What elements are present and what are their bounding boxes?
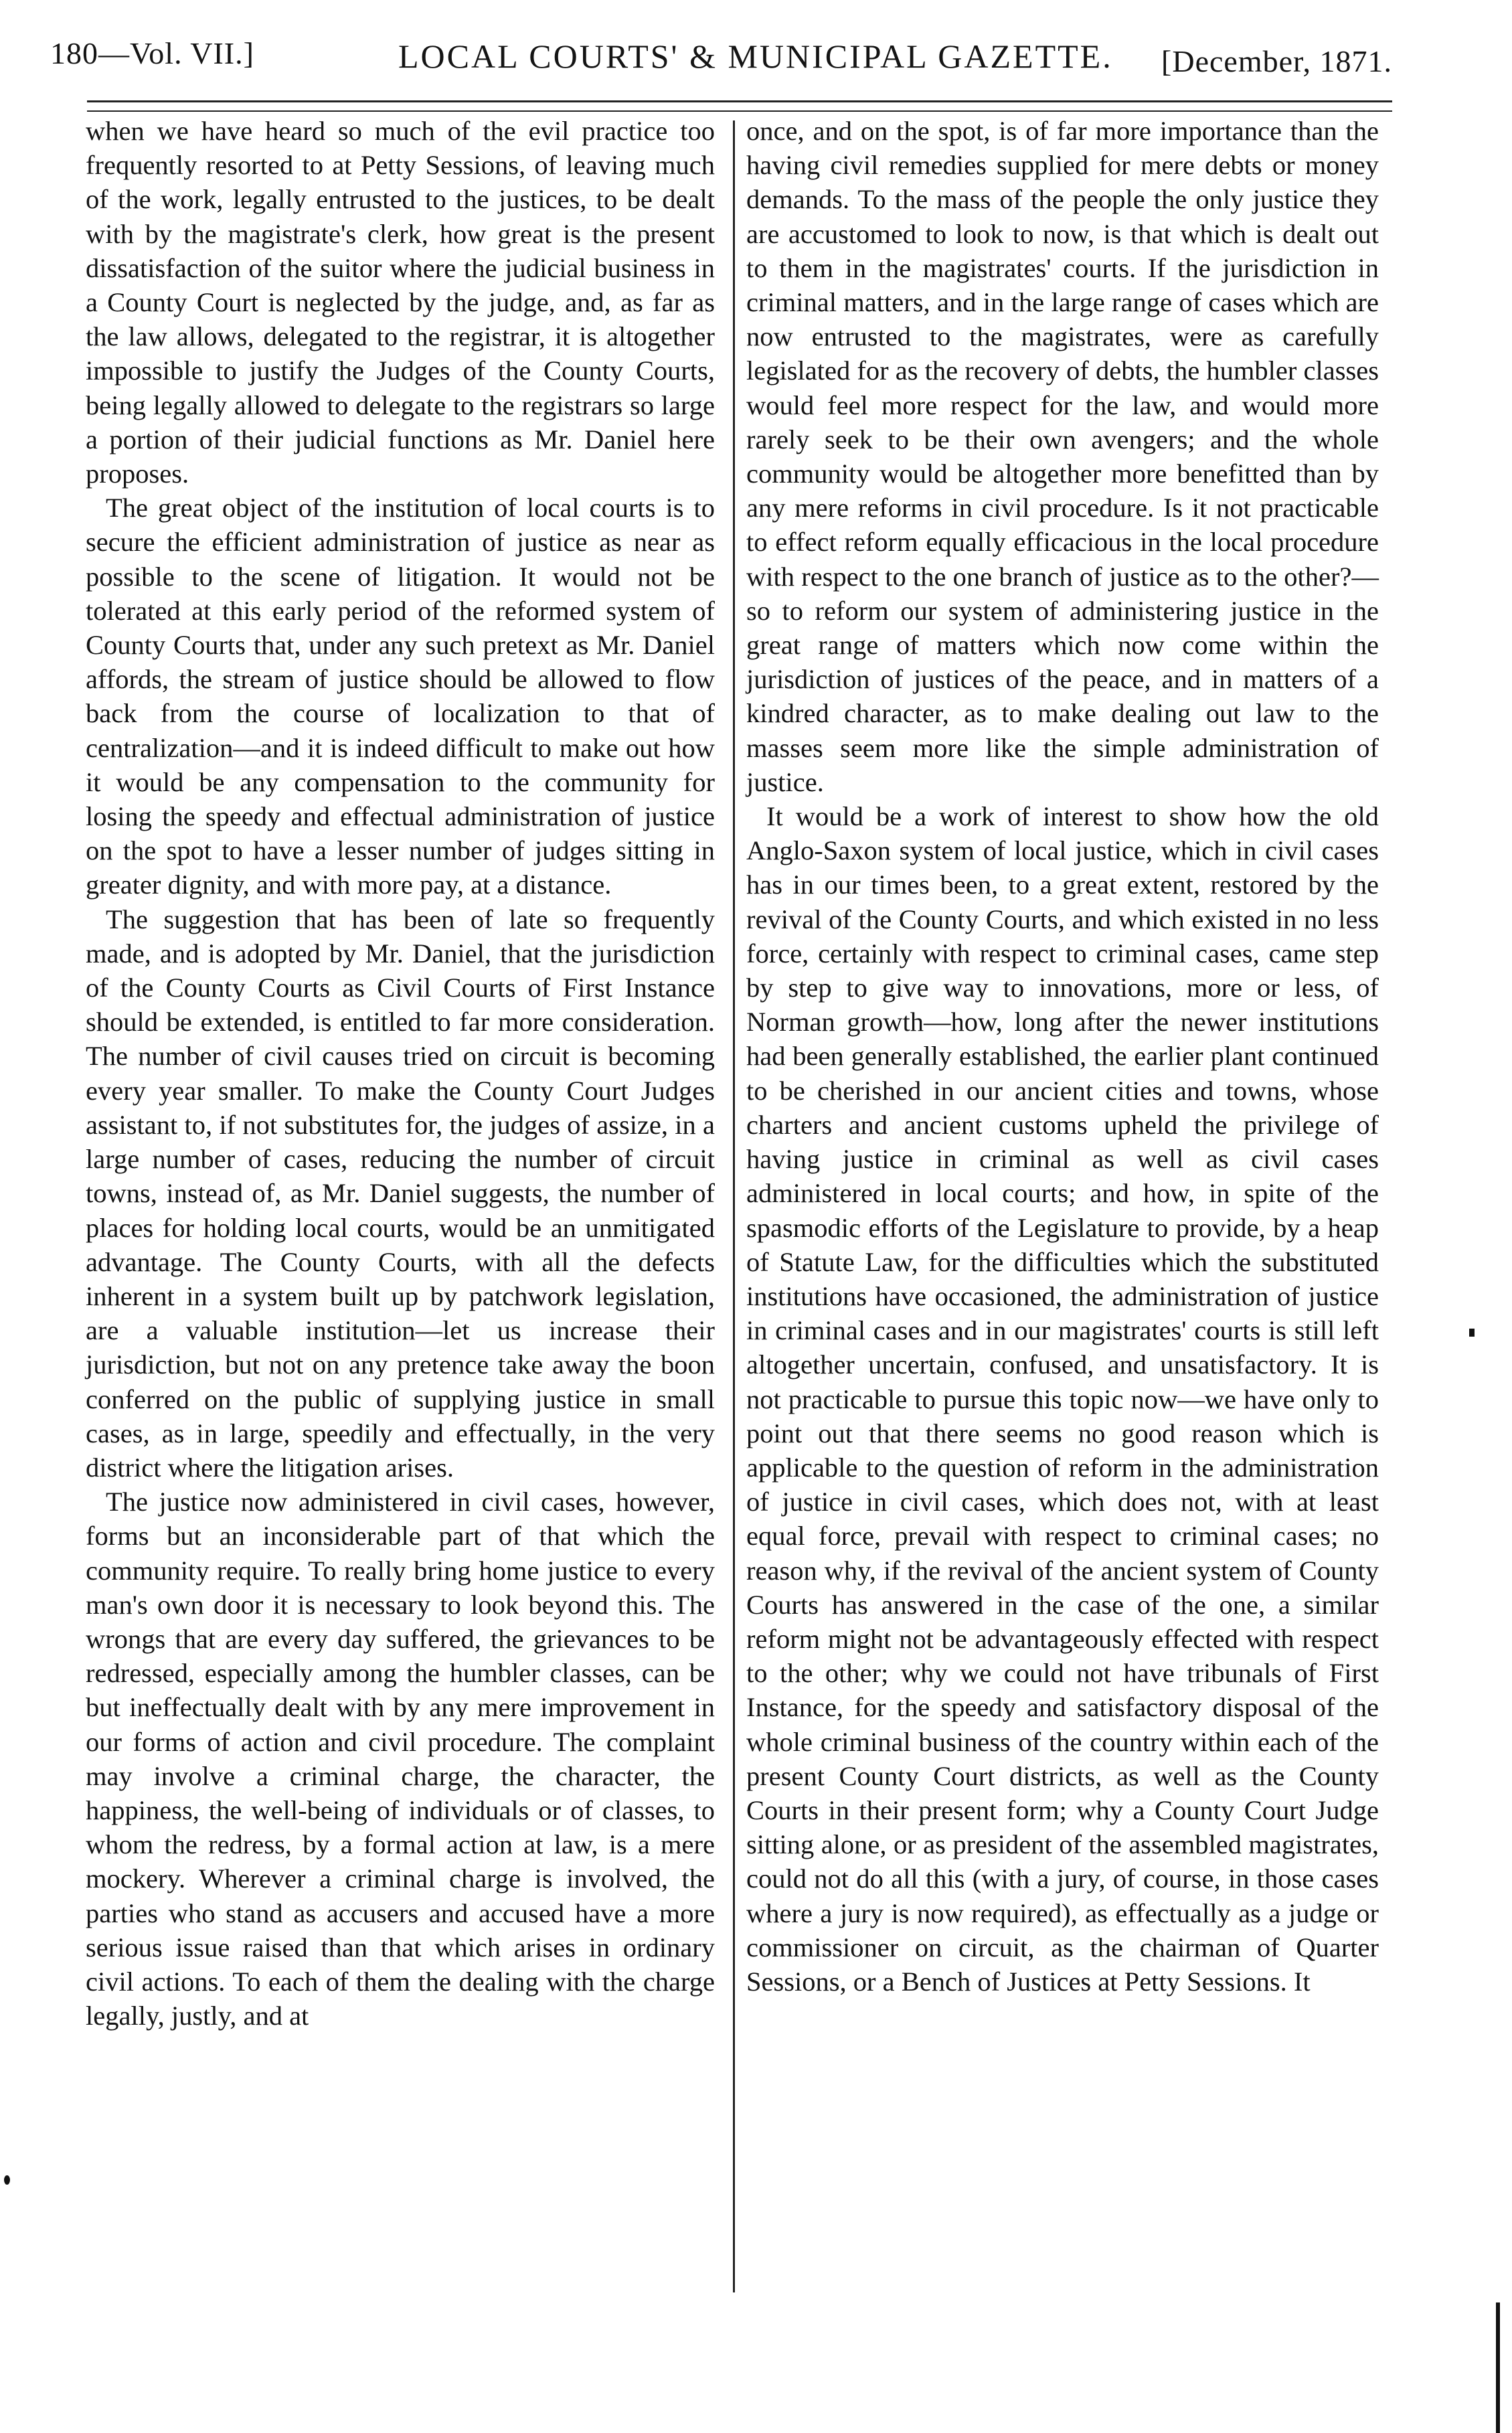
header-rule-thin <box>87 110 1392 112</box>
scan-mark-right <box>1469 1329 1475 1337</box>
page-volume-label: 180—Vol. VII.] <box>50 36 254 70</box>
left-paragraph-1: when we have heard so much of the evil practice too frequently resorted to at Petty Sessions, of leaving much of the work, legally entrusted to the justices, to be dealt with by the magistrate's clerk, how great is the present dissatisfaction of the suitor where the judicial business in a County Court is neglected by the judge, and, as far as the law allows, delegated to the registrar, it is altogether impossible to justify the Judges of the County Courts, being legally allowed to delegate to the registrars so large a portion of their judicial functions as Mr. Daniel here proposes. <box>86 116 715 489</box>
right-paragraph-2: It would be a work of interest to show how the old Anglo-Saxon system of local justice, which in civil cases has in our times been, to a great extent, restored by the revival of the County Courts, and which existed in no less force, certainly with respect to criminal cases, came step by step to give way to innovations, more or less, of Norman growth—how, long after the newer institutions had been generally established, the earlier plant continued to be cherished in our ancient cities and towns, whose charters and ancient customs upheld the privilege of having justice in criminal as well as civil cases administered in local courts; and how, in spite of the spasmodic efforts of the Legislature to provide, by a heap of Statute Law, for the difficulties which the substituted institutions have occasioned, the administration of justice in criminal cases and in our magistrates' courts is still left altogether uncertain, confused, and unsatisfactory. It is not practicable to pursue this topic now—we have only to point out that there seems no good reason which is applicable to the question of reform in the administration of justice in civil cases, which does not, with at least equal force, prevail with respect to criminal cases; no reason why, if the revival of the ancient system of County Courts has answered in the case of the one, a similar reform might not be advantageously effected with respect to the other; why we could not have tribunals of First Instance, for the speedy and satisfactory disposal of the whole criminal business of the country within each of the present County Court districts, as well as the County Courts in their present form; why a County Court Judge sitting alone, or as president of the assembled magistrates, could not do all this (with a jury, of course, in those cases where a jury is now required), as effectually as a judge or commissioner on circuit, as the chairman of Quarter Sessions, or a Bench of Justices at Petty Sessions. It <box>746 801 1379 1997</box>
left-paragraph-2: The great object of the institution of local courts is to secure the efficient administration of justice as near as possible to the scene of litigation. It would not be tolerated at this early period of the reformed system of County Courts that, under any such pretext as Mr. Daniel affords, the stream of justice should be allowed to flow back from the course of localization to that of centralization—and it is indeed difficult to make out how it would be any compensation to the community for losing the speedy and effectual administration of justice on the spot to have a lesser number of judges sitting in greater dignity, and with more pay, at a distance. <box>86 493 715 900</box>
column-divider <box>733 120 735 2292</box>
left-column <box>86 114 715 2033</box>
publication-title: LOCAL COURTS' & MUNICIPAL GAZETTE. <box>398 37 1113 75</box>
issue-date: [December, 1871. <box>1161 44 1392 78</box>
header-rule-thick <box>87 100 1392 102</box>
right-column <box>746 114 1379 1999</box>
scan-edge-bottom-right <box>1496 2302 1500 2433</box>
left-paragraph-4: The justice now administered in civil cases, however, forms but an inconsiderable part of that which the community require. To really bring home justice to every man's own door it is necessary to look beyond this. The wrongs that are every day suffered, the grievances to be redressed, especially among the humbler classes, can be but ineffectually dealt with by any mere improvement in our forms of action and civil procedure. The complaint may involve a criminal charge, the character, the happiness, the well-being of individuals or of classes, to whom the redress, by a formal action at law, is a mere mockery. Wherever a criminal charge is involved, the parties who stand as accusers and accused have a more serious issue raised than that which arises in ordinary civil actions. To each of them the dealing with the charge legally, justly, and at <box>86 1487 715 2031</box>
running-header <box>50 30 1392 90</box>
scan-mark-left <box>4 2175 10 2185</box>
left-paragraph-3: The suggestion that has been of late so frequently made, and is adopted by Mr. Daniel, that the jurisdiction of the County Courts as Civil Courts of First Instance should be extended, is entitled to far more consideration. The number of civil causes tried on circuit is becoming every year smaller. To make the County Court Judges assistant to, if not substitutes for, the judges of assize, in a large number of cases, reducing the number of circuit towns, instead of, as Mr. Daniel suggests, the number of places for holding local courts, would be an unmitigated advantage. The County Courts, with all the defects inherent in a system built up by patchwork legislation, are a valuable institution—let us increase their jurisdiction, but not on any pretence take away the boon conferred on the public of supplying justice in small cases, as in large, speedily and effectually, in the very district where the litigation arises. <box>86 904 715 1483</box>
right-paragraph-1: once, and on the spot, is of far more importance than the having civil remedies supplied for mere debts or money demands. To the mass of the people the only justice they are accustomed to look to now, is that which is dealt out to them in the magistrates' courts. If the jurisdiction in criminal matters, and in the large range of cases which are now entrusted to the magistrates, were as carefully legislated for as the recovery of debts, the humbler classes would feel more respect for the law, and would more rarely seek to be their own avengers; and the whole community would be altogether more benefitted than by any mere reforms in civil procedure. Is it not practicable to effect reform equally efficacious in the local procedure with respect to the one branch of justice as to the other?—so to reform our system of administering justice in the great range of matters which now come within the jurisdiction of justices of the peace, and in matters of a kindred character, as to make dealing out law to the masses seem more like the simple administration of justice. <box>746 116 1379 797</box>
